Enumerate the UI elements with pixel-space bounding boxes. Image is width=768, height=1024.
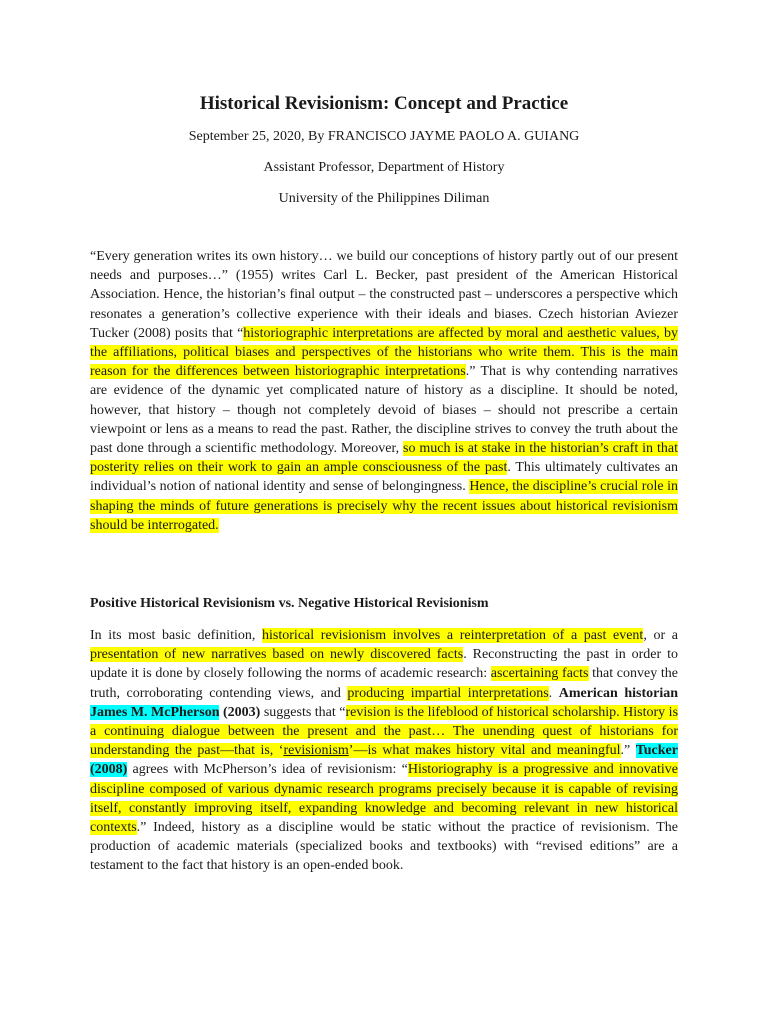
styled-text-run: historiographic interpretations are affected by moral and aesthetic values, by the affiliations, political biases and perspectives of the historians who write them. This is the main reason for the differences between historiographic interpretations <box>90 325 678 380</box>
text-run: . Reconstructing the past in order to update it is done by closely following the norms of academic research: <box>90 647 679 682</box>
text-run: agrees with McPherson’s idea of revisionism: “ <box>127 762 408 778</box>
author-position: Assistant Professor, Department of History <box>263 160 505 175</box>
text-run: . This ultimately cultivates an individual’s notion of national identity and sense of belongingness. <box>90 460 678 495</box>
text-run: .” That is why contending narratives are evidence of the dynamic yet complicated nature of history as a discipline. It should be noted, however, that history – though not completely devoid of biases – should not prescribe a certain viewpoint or lens as a means to read the past. Rather, the discipline strives to convey the truth about the past done through a scientific methodology. Moreover, <box>90 364 679 457</box>
document-title: Historical Revisionism: Concept and Practice <box>199 93 569 114</box>
styled-text-run: Tucker (2008) <box>90 743 678 778</box>
styled-text-run: ’—is what makes history vital and meaningful <box>348 743 621 759</box>
styled-text-run: (2003) <box>219 704 261 720</box>
styled-text-run: so much is at stake in the historian’s craft in that posterity relies on their work to gain an ample consciousness of the past <box>90 441 678 476</box>
intro-paragraph <box>90 247 678 535</box>
definition-paragraph <box>90 626 678 876</box>
styled-text-run: producing impartial interpretations <box>347 685 549 701</box>
text-run: In its most basic definition, <box>90 628 263 643</box>
section-heading: Positive Historical Revisionism vs. Negative Historical Revisionism <box>90 596 489 611</box>
styled-text-run: James M. McPherson <box>90 704 220 720</box>
styled-text-run: presentation of new narratives based on newly discovered facts <box>90 647 464 663</box>
text-run: , or a <box>643 628 678 643</box>
styled-text-run: historical revisionism involves a reinterpretation of a past event <box>262 628 644 643</box>
styled-text-run: American historian <box>558 685 679 701</box>
text-run: .” Indeed, history as a discipline would be static without the practice of revisionism. The production of academic materials (specialized books and textbooks) with “revised editions” are a testament to the fact that history is an open-ended book. <box>90 820 678 874</box>
styled-text-run: revision is the lifeblood of historical scholarship. History is a continuing dialogue between the present and the past… The unending quest of historians for understanding the past—that is, ‘ <box>90 704 679 759</box>
text-run: “Every generation writes its own history… we build our conceptions of history partly out of our present needs and purposes…” (1955) writes Carl L. Becker, past president of the American Historical Association. Hence, the historian’s final output – the constructed past – underscores a perspective which resonates a generation’s collective experience with their ideals and biases. Czech historian Aviezer Tucker (2008) posits that “ <box>90 249 678 341</box>
text-run: that convey the truth, corroborating contending views, and <box>90 666 678 701</box>
styled-text-run: ascertaining facts <box>490 666 589 682</box>
author-institution: University of the Philippines Diliman <box>278 191 490 206</box>
text-run: . <box>548 685 559 701</box>
text-run: suggests that “ <box>260 704 346 720</box>
styled-text-run: Historiography is a progressive and innovative discipline composed of various dynamic research programs precisely because it is capable of revising itself, constantly improving itself, expanding knowledge and becoming relevant in new historical contexts <box>90 762 678 836</box>
byline: September 25, 2020, By FRANCISCO JAYME PAOLO A. GUIANG <box>188 129 580 144</box>
styled-text-run: revisionism <box>283 743 349 759</box>
text-run: .” <box>620 743 636 759</box>
styled-text-run: Hence, the discipline’s crucial role in shaping the minds of future generations is precisely why the recent issues about historical revisionism should be interrogated. <box>90 479 678 533</box>
